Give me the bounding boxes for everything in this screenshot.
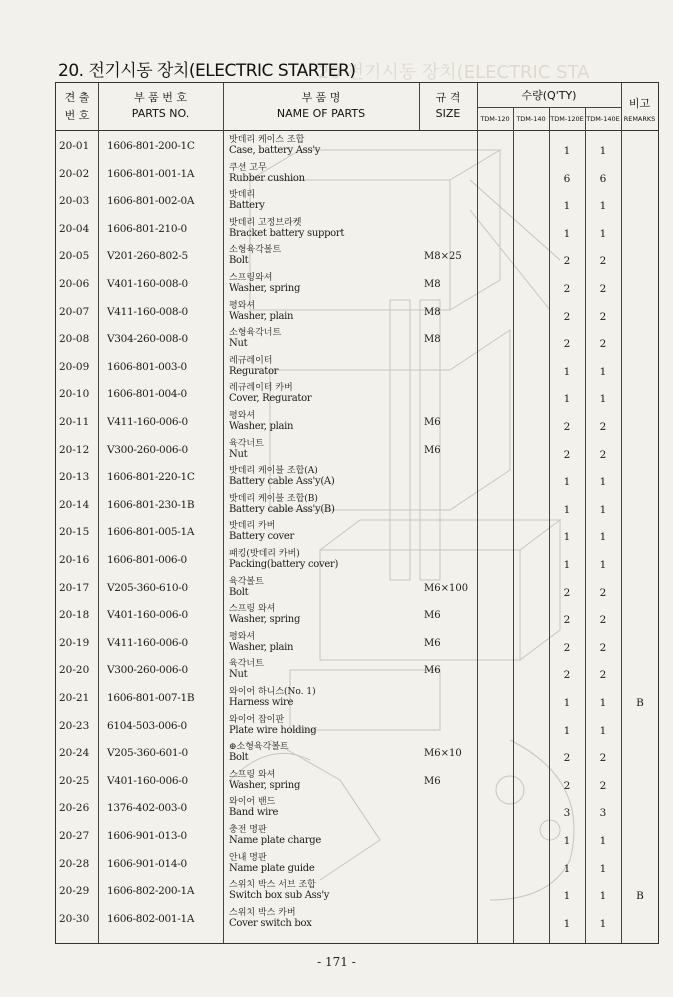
part-name-en: Name plate charge [229, 835, 321, 846]
qty-tdm-120e: 1 [563, 862, 571, 875]
parts-table [55, 82, 659, 944]
table-row [56, 352, 658, 380]
part-number: V205-360-601-0 [107, 747, 188, 760]
table-row [56, 711, 658, 739]
qty-tdm-120e: 2 [563, 283, 571, 295]
qty-tdm-120e: 1 [563, 559, 571, 571]
part-number: V401-160-006-0 [107, 774, 188, 787]
item-number: 20-23 [59, 719, 90, 732]
qty-tdm-140e: 1 [599, 917, 607, 930]
table-header [56, 83, 658, 131]
part-name-en: Washer, spring [229, 283, 301, 294]
part-number: V300-260-006-0 [107, 664, 188, 677]
item-number: 20-02 [59, 167, 90, 180]
qty-tdm-120e: 1 [563, 365, 571, 378]
part-name-kr: 밧데리 고정브라켓 [229, 217, 302, 228]
qty-tdm-140e: 2 [599, 421, 607, 433]
part-name-en: Bolt [229, 586, 249, 598]
header-model-2: TDM-140 [516, 115, 546, 123]
qty-tdm-120e: 1 [563, 145, 571, 157]
part-size: M6 [424, 775, 441, 787]
qty-tdm-140e: 2 [599, 779, 607, 792]
qty-tdm-140e: 2 [599, 752, 607, 765]
qty-tdm-120e: 1 [563, 724, 571, 737]
part-name-kr: 육각너트 [229, 438, 264, 449]
header-qty: 수량(Q'TY) [521, 89, 577, 102]
item-number: 20-28 [59, 857, 90, 870]
header-no-kr-2: 번 호 [64, 109, 90, 122]
table-row [56, 904, 658, 932]
qty-tdm-120e: 1 [563, 503, 571, 516]
part-name-kr: 안내 명판 [229, 852, 267, 863]
item-number: 20-26 [59, 802, 90, 815]
table-row [56, 793, 658, 821]
part-number: V411-160-008-0 [107, 305, 188, 318]
qty-tdm-120e: 2 [563, 641, 571, 654]
part-name-kr: 스프링 와셔 [229, 604, 276, 615]
item-number: 20-08 [59, 333, 90, 346]
header-no-kr: 견 출 [64, 91, 90, 104]
header-size-en: SIZE [435, 107, 461, 120]
part-name-en: Nut [229, 448, 248, 460]
part-size: M6×100 [424, 582, 469, 594]
part-name-kr: 밧데리 카버 [229, 521, 276, 532]
part-name-en: Bracket battery support [229, 227, 345, 239]
item-number: 20-13 [59, 471, 90, 484]
part-number: V401-160-006-0 [107, 609, 188, 622]
part-name-en: Battery cover [229, 531, 294, 543]
part-name-kr: 밧데리 [229, 190, 256, 201]
part-number: 1606-802-001-1A [107, 912, 195, 925]
part-number: 1606-801-210-0 [107, 222, 187, 235]
part-name-en: Bolt [229, 752, 249, 764]
part-name-kr: 평와셔 [229, 411, 256, 421]
part-name-kr: 와이어 밴드 [229, 797, 276, 808]
table-row [56, 214, 658, 242]
part-size: M8×25 [424, 251, 462, 263]
qty-tdm-140e: 1 [599, 697, 607, 709]
header-size-kr: 규 격 [435, 91, 461, 104]
qty-tdm-140e: 2 [599, 448, 607, 461]
header-remarks-en: REMARKS [623, 115, 656, 123]
part-name-en: Washer, plain [229, 641, 294, 653]
part-size: M6 [424, 610, 441, 622]
part-name-en: Cover switch box [229, 917, 312, 929]
qty-tdm-140e: 2 [599, 669, 607, 682]
qty-tdm-120e: 1 [563, 393, 571, 406]
part-number: V201-260-802-5 [107, 250, 188, 263]
item-number: 20-21 [59, 692, 90, 704]
part-name-kr: 스위치 박스 카버 [229, 907, 296, 918]
qty-tdm-140e: 1 [599, 227, 607, 240]
part-size: M6×10 [424, 748, 462, 760]
part-name-en: Washer, spring [229, 779, 301, 791]
part-name-kr: 육각볼트 [229, 576, 264, 587]
part-name-kr: 스위치 박스 서브 조합 [229, 880, 316, 891]
header-model-4: TDM-140E [586, 115, 620, 123]
qty-tdm-140e: 1 [599, 862, 607, 875]
qty-tdm-140e: 1 [599, 531, 607, 544]
header-parts-kr: 부 품 번 호 [134, 91, 187, 104]
item-number: 20-30 [59, 912, 90, 925]
part-name-en: Packing(battery cover) [229, 559, 339, 570]
item-number: 20-18 [59, 609, 90, 622]
qty-tdm-120e: 2 [563, 669, 571, 682]
header-parts-en: PARTS NO. [131, 107, 190, 120]
part-name-en: Band wire [229, 807, 279, 819]
table-row [56, 407, 658, 435]
qty-tdm-140e: 3 [599, 807, 607, 820]
item-number: 20-09 [59, 360, 90, 373]
qty-tdm-120e: 1 [563, 917, 571, 930]
qty-tdm-120e: 2 [563, 448, 571, 461]
header-model-1: TDM-120 [480, 115, 510, 123]
remarks: B [636, 697, 644, 709]
part-number: 1606-801-006-0 [107, 554, 187, 566]
item-number: 20-06 [59, 278, 90, 290]
part-number: 1606-801-200-1C [107, 140, 195, 152]
part-name-en: Battery cable Ass'y(B) [229, 503, 335, 515]
header-remarks-kr: 비고 [628, 97, 651, 110]
part-number: V411-160-006-0 [107, 636, 188, 649]
qty-tdm-120e: 6 [563, 172, 571, 185]
qty-tdm-140e: 1 [599, 835, 607, 847]
table-row [56, 517, 658, 545]
part-name-kr: 평와셔 [229, 631, 256, 642]
part-name-kr: 스프링와셔 [229, 273, 273, 283]
part-name-en: Rubber cushion [229, 172, 305, 184]
part-name-en: Washer, plain [229, 310, 294, 322]
table-row [56, 435, 658, 463]
qty-tdm-140e: 1 [599, 476, 607, 489]
page-title: 20. 전기시동 장치(ELECTRIC STARTER) [58, 61, 356, 81]
table-row [56, 573, 658, 601]
part-size: M8 [424, 334, 441, 346]
header-name-en: NAME OF PARTS [276, 107, 366, 120]
qty-tdm-120e: 2 [563, 421, 571, 433]
part-name-kr: 밧데리 케이블 조합(B) [229, 493, 318, 504]
qty-tdm-120e: 2 [563, 310, 571, 323]
part-name-kr: 스프링 와셔 [229, 769, 276, 780]
table-row [56, 738, 658, 766]
part-name-kr: 평와셔 [229, 300, 256, 311]
part-name-en: Name plate guide [229, 862, 315, 874]
qty-tdm-140e: 2 [599, 255, 607, 268]
part-name-en: Washer, spring [229, 614, 301, 626]
qty-tdm-120e: 2 [563, 586, 571, 599]
part-name-kr: 밧데리 케이블 조합(A) [229, 466, 318, 477]
qty-tdm-120e: 1 [563, 697, 571, 709]
qty-tdm-140e: 2 [599, 614, 607, 627]
part-name-kr: 소형육각볼트 [229, 245, 282, 256]
part-name-kr: 레규레이터 카버 [229, 383, 293, 394]
qty-tdm-140e: 1 [599, 724, 607, 737]
part-name-kr: 육각너트 [229, 659, 264, 670]
item-number: 20-25 [59, 774, 90, 787]
table-row [56, 683, 658, 711]
bleed-through-title: 20 전기시동 장치(ELECTRIC STA [318, 62, 590, 83]
part-number: 1606-801-230-1B [107, 498, 195, 511]
qty-tdm-120e: 2 [563, 255, 571, 268]
item-number: 20-04 [59, 222, 90, 235]
part-number: 1606-802-200-1A [107, 885, 195, 898]
item-number: 20-16 [59, 554, 90, 566]
part-number: V205-360-610-0 [107, 581, 188, 594]
part-name-en: Switch box sub Ass'y [229, 890, 330, 902]
item-number: 20-20 [59, 664, 90, 677]
part-name-kr: 레규레이터 [229, 355, 273, 366]
qty-tdm-120e: 2 [563, 614, 571, 627]
qty-tdm-120e: 1 [563, 476, 571, 489]
item-number: 20-24 [59, 747, 90, 760]
part-name-en: Battery cable Ass'y(A) [229, 476, 335, 488]
qty-tdm-120e: 3 [563, 807, 571, 820]
item-number: 20-01 [59, 140, 90, 152]
part-size: M8 [424, 306, 441, 318]
qty-tdm-140e: 1 [599, 145, 607, 157]
qty-tdm-120e: 2 [563, 752, 571, 765]
column-divider [419, 83, 420, 130]
part-number: V411-160-006-0 [107, 416, 188, 428]
item-number: 20-19 [59, 636, 90, 649]
part-name-kr: 와이어 잡이판 [229, 714, 285, 725]
table-row [56, 545, 658, 573]
part-name-en: Cover, Regurator [229, 393, 312, 405]
part-number: 1606-901-014-0 [107, 857, 187, 870]
table-row [56, 849, 658, 877]
qty-tdm-140e: 2 [599, 586, 607, 599]
qty-tdm-140e: 1 [599, 200, 607, 213]
part-name-en: Bolt [229, 255, 249, 267]
table-row [56, 628, 658, 656]
part-name-kr: 패킹(밧데리 카버) [229, 549, 300, 559]
page-number: - 171 - [317, 955, 356, 969]
qty-tdm-140e: 2 [599, 310, 607, 323]
item-number: 20-11 [59, 416, 90, 428]
part-size: M6 [424, 637, 441, 649]
part-name-en: Nut [229, 669, 248, 681]
part-number: 1376-402-003-0 [107, 802, 187, 815]
table-row [56, 600, 658, 628]
table-row [56, 379, 658, 407]
part-name-kr: ⊕소형육각볼트 [229, 742, 289, 753]
qty-tdm-120e: 1 [563, 890, 571, 903]
table-row [56, 655, 658, 683]
table-row [56, 324, 658, 352]
qty-tdm-120e: 1 [563, 227, 571, 240]
part-number: V401-160-008-0 [107, 278, 188, 290]
part-number: 1606-801-003-0 [107, 360, 187, 373]
part-number: 1606-801-004-0 [107, 388, 187, 401]
qty-tdm-140e: 1 [599, 503, 607, 516]
header-model-3: TDM-120E [550, 115, 584, 123]
part-size: M6 [424, 417, 441, 428]
part-name-kr: 쿠션 고무 [229, 162, 267, 173]
qty-tdm-120e: 1 [563, 835, 571, 847]
item-number: 20-17 [59, 581, 90, 594]
table-row [56, 159, 658, 187]
table-row [56, 490, 658, 518]
part-name-en: Nut [229, 338, 248, 350]
part-number: 1606-801-001-1A [107, 167, 195, 180]
part-name-en: Battery [229, 200, 265, 212]
part-name-kr: 밧데리 케이스 조합 [229, 135, 305, 145]
part-size: M6 [424, 665, 441, 677]
part-number: 1606-801-005-1A [107, 526, 195, 539]
part-name-en: Case, battery Ass'y [229, 145, 321, 156]
item-number: 20-07 [59, 305, 90, 318]
part-name-kr: 충전 명판 [229, 825, 267, 835]
qty-tdm-140e: 2 [599, 283, 607, 295]
part-number: 1606-801-220-1C [107, 471, 195, 484]
item-number: 20-29 [59, 885, 90, 898]
part-number: V300-260-006-0 [107, 443, 188, 456]
table-row [56, 297, 658, 325]
table-row [56, 241, 658, 269]
table-row [56, 821, 658, 849]
qty-tdm-120e: 2 [563, 338, 571, 351]
qty-tdm-120e: 2 [563, 779, 571, 792]
part-name-en: Washer, plain [229, 421, 294, 432]
qty-tdm-120e: 1 [563, 200, 571, 213]
part-size: M6 [424, 444, 441, 456]
part-number: 1606-801-002-0A [107, 195, 195, 208]
part-name-en: Harness wire [229, 697, 294, 708]
item-number: 20-10 [59, 388, 90, 401]
item-number: 20-03 [59, 195, 90, 208]
part-name-kr: 소형육각너트 [229, 328, 282, 339]
table-row [56, 186, 658, 214]
qty-tdm-120e: 1 [563, 531, 571, 544]
header-name-kr: 부 품 명 [301, 91, 341, 104]
qty-tdm-140e: 1 [599, 559, 607, 571]
part-number: 1606-801-007-1B [107, 692, 195, 704]
remarks: B [636, 890, 644, 903]
part-size: M8 [424, 279, 441, 290]
qty-tdm-140e: 2 [599, 641, 607, 654]
table-row [56, 876, 658, 904]
item-number: 20-27 [59, 830, 90, 842]
table-row [56, 766, 658, 794]
part-number: 1606-901-013-0 [107, 830, 187, 842]
part-number: 6104-503-006-0 [107, 719, 187, 732]
table-row [56, 462, 658, 490]
table-row [56, 131, 658, 159]
qty-tdm-140e: 1 [599, 393, 607, 406]
item-number: 20-14 [59, 498, 90, 511]
qty-tdm-140e: 6 [599, 172, 607, 185]
part-name-en: Regurator [229, 365, 279, 377]
item-number: 20-12 [59, 443, 90, 456]
part-name-en: Plate wire holding [229, 724, 317, 736]
item-number: 20-05 [59, 250, 90, 263]
qty-tdm-140e: 1 [599, 365, 607, 378]
part-name-kr: 와이어 하니스(No. 1) [229, 687, 316, 697]
table-row [56, 269, 658, 297]
qty-tdm-140e: 2 [599, 338, 607, 351]
item-number: 20-15 [59, 526, 90, 539]
part-number: V304-260-008-0 [107, 333, 188, 346]
qty-tdm-140e: 1 [599, 890, 607, 903]
